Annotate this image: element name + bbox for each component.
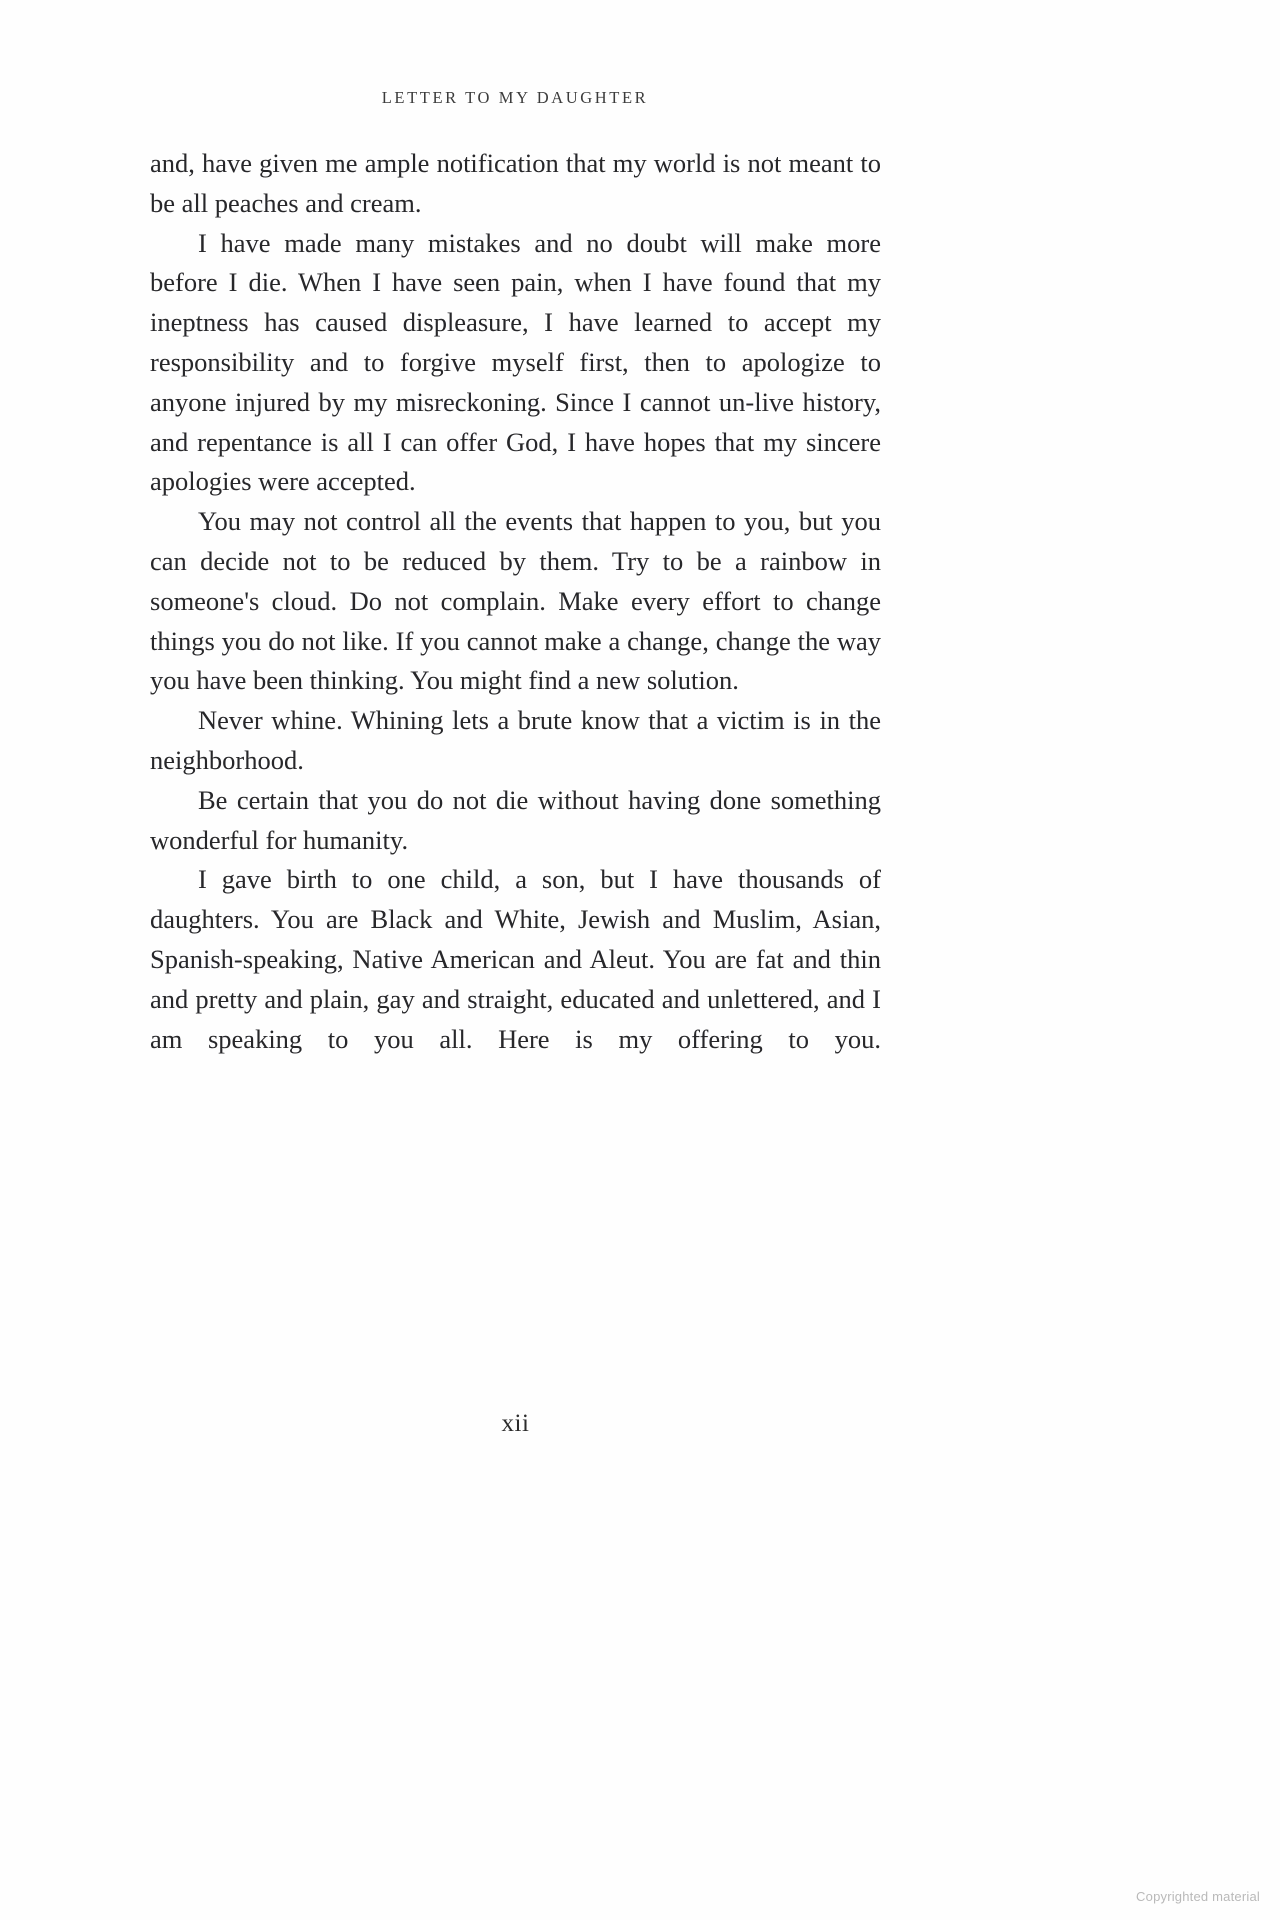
paragraph: Be certain that you do not die without having done something wonderful for humanity. <box>150 784 881 855</box>
paragraph: and, have given me ample notification that my world is not meant to be all peaches and cream. <box>150 148 881 218</box>
paragraph: Never whine. Whining lets a brute know that a victim is in the neighborhood. <box>150 705 881 775</box>
paragraph: You may not control all the events that happen to you, but you can decide not to be reduced by them. Try to be a rainbow in someone's cloud. Do not complain. Make every effort to change things you do not like. If you cannot make a change, change the way you have been thinking. You might find a new solution. <box>150 506 881 696</box>
copyright-watermark: Copyrighted material <box>1136 1889 1260 1904</box>
page-number: xii <box>501 1410 530 1437</box>
running-header: LETTER TO MY DAUGHTER <box>381 88 649 107</box>
paragraph: I have made many mistakes and no doubt will make more before I die. When I have seen pain, when I have found that my ineptness has caused displeasure, I have learned to accept my responsibility and to forgive myself first, then to apologize to anyone injured by my misreckoning. Since I cannot un-live history, and repentance is all I can offer God, I have hopes that my sincere apologies were accepted. <box>150 227 881 497</box>
paragraph: I gave birth to one child, a son, but I have thousands of daughters. You are Black and White, Jewish and Muslim, Asian, Spanish-speaking, Native American and Aleut. You are fat and thin and pretty and plain, gay and straight, educated and unlettered, and I am speaking to you all. Here is my offering to you. <box>150 864 881 1054</box>
body-text-block <box>150 144 881 1059</box>
